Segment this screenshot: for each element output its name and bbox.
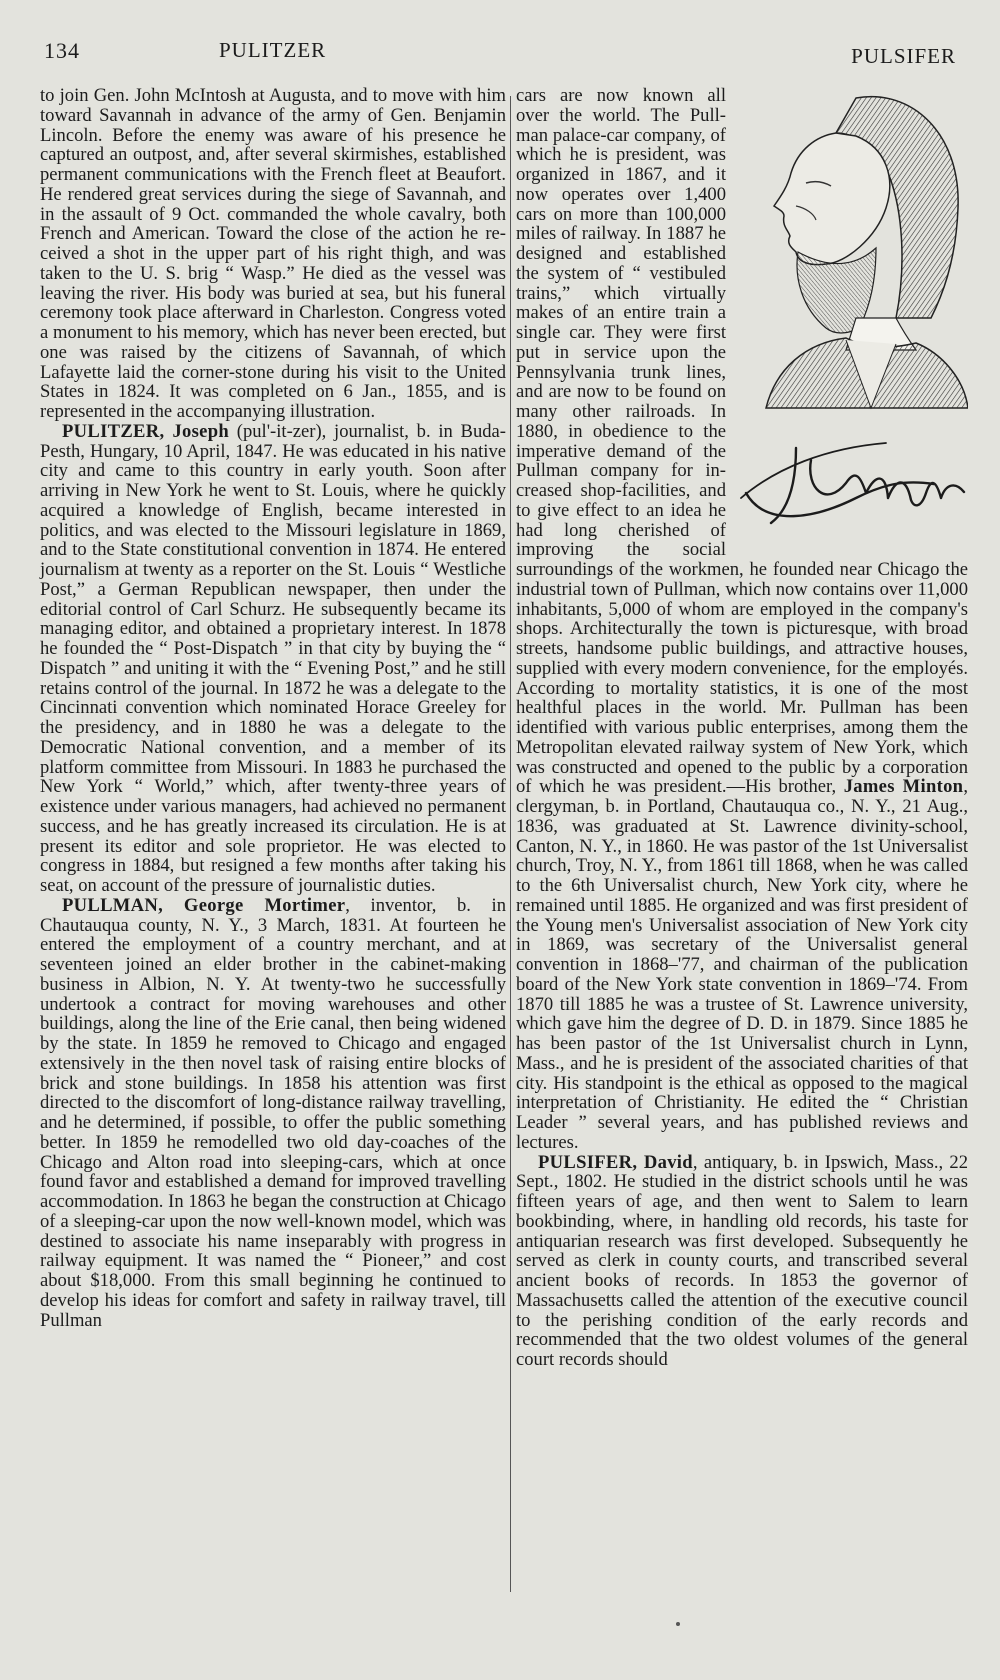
- page-dot: [676, 1622, 680, 1626]
- right-running-head: PULSIFER: [851, 44, 956, 68]
- column-divider: [510, 96, 511, 1592]
- james-minton-text: , clergyman, b. in Portland, Chautauqua co., N. Y., 21 Aug., 1836, was graduated at St. Lawrence divinity-school, Canton, N. Y., in 1860. He was pastor of the 1st Universalist church, Troy, N. Y., from 1861 till 1868, when he was called to the 6th Universalist church, New York city, where he remained until 1885. He organized and was first president of the Young men's Universalist association of New York city in 1869, was secretary of the Universalist general convention in 1868–'77, and chairman of the publication board of the New York state convention in 1869–'74. From 1870 till 1885 he was a trustee of St. Lawrence university, which gave him the degree of D. D. in 1879. Since 1885 he has been pastor of the 1st Universalist church in Lynn, Mass., and he is president of the associated charities of that city. His standpoint is the ethical as opposed to the magical interpretation of Christianity. He edited the “ Christian Leader ” several years, and has published reviews and lectures.: [516, 776, 968, 1153]
- pullman-headword: PULLMAN, George Mortimer: [62, 894, 346, 916]
- left-column: [40, 86, 506, 1330]
- pullman-entry: [40, 896, 506, 1331]
- pulsifer-headword: PULSIFER, David: [538, 1151, 693, 1173]
- page-number: 134: [44, 38, 80, 63]
- pullman-portrait: [736, 88, 968, 550]
- right-column: [516, 86, 968, 1370]
- pulitzer-text: (pul'-it-zer), journalist, b. in Buda-Pesth, Hungary, 10 April, 1847. He was educated in his native city and came to this country in early youth. Soon after arriving in New York he went to St. Louis, where he quickly acquired a knowledge of English, became interested in politics, and was elected to the Missouri legislature in 1869, and to the State constitutional convention in 1874. He entered journalism at twenty as a reporter on the St. Louis “ Westliche Post,” a German Republican newspaper, then under the editorial control of Carl Schurz. He subsequently became its managing editor, and obtained a proprietary interest. In 1878 he founded the “ Post-Dispatch ” in that city by buying the “ Dispatch ” and uniting it with the “ Evening Post,” and he still retains control of the journal. In 1872 he was a delegate to the Cincinnati convention which nominated Horace Greeley for the presidency, and in 1880 he was a delegate to the Democratic National convention, and a member of its platform committee from Missouri. In 1883 he purchased the New York “ World,” which, after twenty-three years of existence under various managers, had achieved no permanent success, and he has greatly increased its circulation. He is at present its editor and sole proprietor. He was elected to congress in 1884, but resigned a few months after taking his seat, on account of the pressure of journalistic duties.: [40, 420, 507, 896]
- james-minton-headword: James Minton: [843, 776, 964, 798]
- pulitzer-entry: [40, 422, 506, 896]
- pulitzer-headword: PULITZER, Joseph: [62, 420, 230, 442]
- signature-image: [741, 443, 964, 523]
- pullman-text: , inventor, b. in Chautauqua county, N. Y., 3 March, 1831. At fourteen he entered the employment of a country merchant, and at seventeen joined an elder brother in the cabinet-making business in Albion, N. Y. At twenty-two he successfully undertook a contract for moving warehouses and other buildings, along the line of the Erie canal, then being widened by the state. In 1859 he removed to Chicago and engaged extensively in the then novel task of raising entire blocks of brick and stone buildings. In 1858 his attention was first directed to the discomfort of long-distance railway travelling, and he determined, if possible, to offer the public something better. In 1859 he remodelled two old day-coaches of the Chicago and Alton road into sleeping-cars, which at once found favor and established a demand for improved travelling accommodation. In 1863 he began the construction at Chicago of a sleeping-car upon the now well-known model, which was destined to associate his name inseparably with progress in railway equipment. It was named the “ Pioneer,” and cost about $18,000. From this small beginning he continued to develop his ideas for comfort and safety in railway travel, till Pullman: [40, 894, 506, 1331]
- pulsifer-text: , antiquary, b. in Ipswich, Mass., 22 Sept., 1802. He studied in the district schools until he was fifteen years of age, and then went to Salem to learn bookbinding, where, in handling old records, his taste for antiquarian research was first developed. Subsequently he served as clerk in county courts, and transcribed several ancient books of records. In 1853 the governor of Massachusetts called the attention of the executive council to the perishing condition of the early records and recommended that the two oldest volumes of the general court records should: [516, 1151, 968, 1370]
- pulaski-continued-text: to join Gen. John McIntosh at Augusta, and to move with him toward Savannah in advance of the army of Gen. Benjamin Lincoln. Before the enemy was aware of his presence he captured an outpost, and, after several skirmishes, established permanent communications with the French fleet at Beaufort. He rendered great services during the siege of Savannah, and in the assault of 9 Oct. commanded the whole cavalry, both French and American. Toward the close of the action he received a shot in the upper part of his right thigh, and was taken to the U. S. brig “ Wasp.” He died as the vessel was leaving the river. His body was buried at sea, but his funeral ceremony took place afterward in Charleston. Congress voted a monument to his memory, which has never been erected, but one was raised by the citizens of Savannah, of which Lafayette laid the corner-stone during his visit to the United States in 1824. It was completed on 6 Jan., 1855, and is represented in the accompanying illustration.: [40, 85, 506, 422]
- running-header: [44, 34, 956, 74]
- pullman-cont: cars are now known all over the world. The Pullman palace-car company, of which he is president, was organized in 1867, and it now operates over 1,400 cars on more than 100,000 miles of railway. In 1887 he designed and established the system of “ vestibuled trains,” which virtually makes of an entire train a single car. They were first put in service upon the Pennsylvania trunk lines, and are now to be found on many other railroads. In 1880, in obedience to the imperative demand of the Pullman company for increased shop-facilities, and to give effect to an idea he had long cherished of improving the social surroundings of the workmen, he founded near Chicago the industrial town of Pullman, which now contains over 11,000 inhabitants, 5,000 of whom are employed in the company's shops. Architecturally the town is picturesque, with broad streets, handsome public buildings, and attractive houses, supplied with every modern convenience, for the employés. According to mortality statistics, it is one of the most healthful places in the world. Mr. Pullman has been identified with various public enterprises, among them the Metropolitan elevated railway system of New York, which was constructed and opened to the public by a corporation of which he was president.—His brother,: [516, 85, 968, 798]
- portrait-engraving-image: [736, 88, 968, 550]
- pulsifer-entry: [516, 1153, 968, 1370]
- portrait-bust: [766, 97, 968, 408]
- left-running-head: PULITZER: [219, 38, 327, 62]
